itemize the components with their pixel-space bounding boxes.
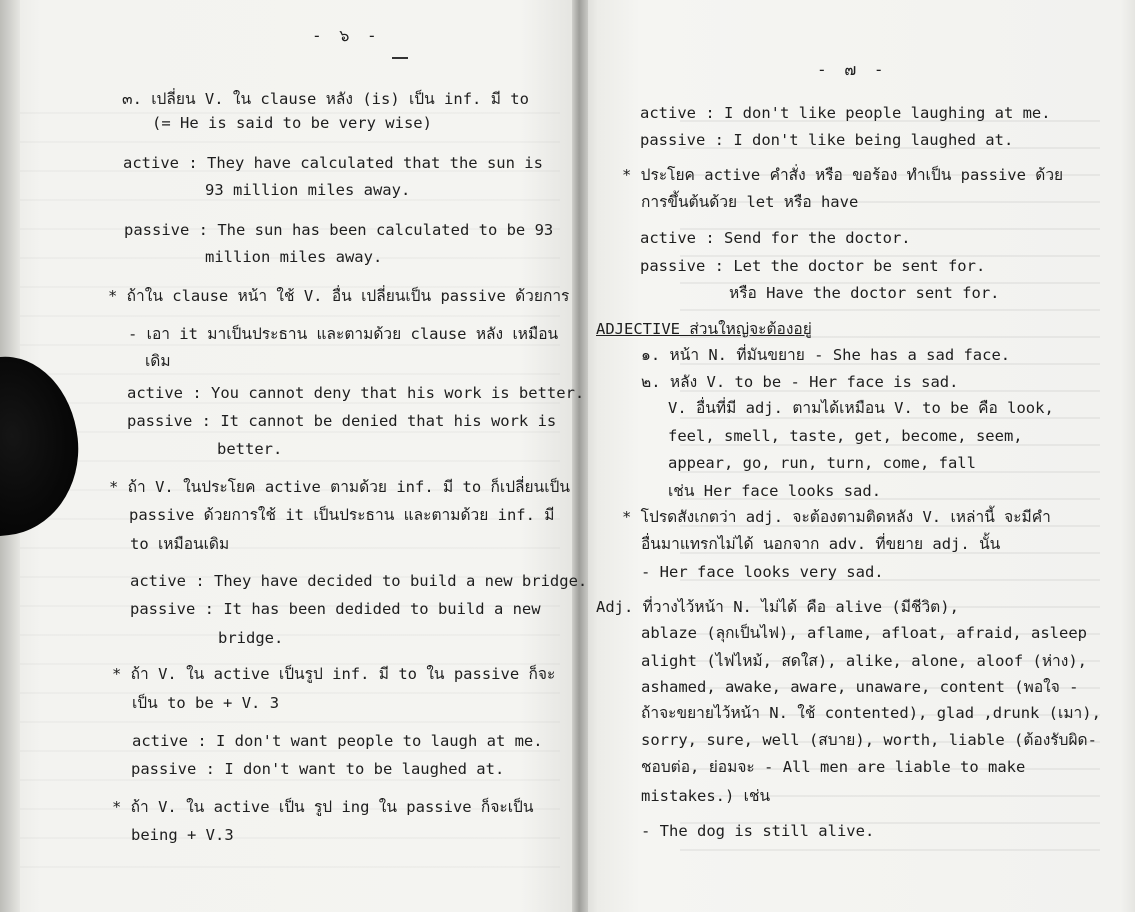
text-line: * ประโยค active คำสั่ง หรือ ขอร้อง ทำเป็น passive ด้วย [622,166,1064,184]
text-line: feel, smell, taste, get, become, seem, [668,427,1023,445]
text-line: - เอา it มาเป็นประธาน และตามด้วย clause หลัง เหมือน [128,325,559,343]
text-line: อื่นมาแทรกไม่ได้ นอกจาก adv. ที่ขยาย adj. นั้น [641,535,1001,553]
text-line: ashamed, awake, aware, unaware, content (พอใจ - [641,678,1079,696]
text-line: better. [217,440,283,458]
page-number-left: - ๖ - [312,26,381,45]
text-line: (= He is said to be very wise) [152,114,432,132]
text-line: * ถ้า V. ในประโยค active ตามด้วย inf. มี to ก็เปลี่ยนเป็น [109,478,570,496]
page-number-right: - ๗ - [817,60,888,79]
header-dash [392,57,408,59]
text-line: passive : I don't want to be laughed at. [131,760,505,778]
text-line: being + V.3 [131,826,234,844]
text-line: V. อื่นที่มี adj. ตามได้เหมือน V. to be คือ look, [668,399,1054,417]
text-line: - Her face looks very sad. [641,563,884,581]
text-line: ๒. หลัง V. to be - Her face is sad. [641,373,959,391]
text-line: appear, go, run, turn, come, fall [668,454,976,472]
text-line: เป็น to be + V. 3 [132,694,280,712]
text-line: เช่น Her face looks sad. [668,482,882,500]
text-line: sorry, sure, well (สบาย), worth, liable (ต้องรับผิด- [641,731,1097,749]
text-line: passive : It cannot be denied that his work is [127,412,557,430]
text-line: active : They have decided to build a new bridge. [130,572,588,590]
section-heading-adjective: ADJECTIVE ส่วนใหญ่จะต้องอยู่ [596,320,812,338]
text-line: bridge. [218,629,284,647]
text-line: การขึ้นต้นด้วย let หรือ have [641,193,859,211]
text-line: passive : The sun has been calculated to be 93 [124,221,554,239]
text-line: ถ้าจะขยายไว้หน้า N. ใช้ contented), glad ,drunk (เมา), [641,704,1101,722]
text-line: active : I don't like people laughing at me. [640,104,1051,122]
text-line: ๓. เปลี่ยน V. ใน clause หลัง (is) เป็น inf. มี to [122,90,529,108]
text-line: active : I don't want people to laugh at me. [132,732,543,750]
text-line: * ถ้าใน clause หน้า ใช้ V. อื่น เปลี่ยนเป็น passive ด้วยการ [108,287,570,305]
text-line: หรือ Have the doctor sent for. [729,284,1000,302]
text-line: passive : It has been dedided to build a new [130,600,541,618]
text-line: passive ด้วยการใช้ it เป็นประธาน และตามด้วย inf. มี [129,506,555,524]
text-line: Adj. ที่วางไว้หน้า N. ไม่ได้ คือ alive (มีชีวิต), [596,598,959,616]
text-line: * โปรดสังเกตว่า adj. จะต้องตามติดหลัง V. เหล่านี้ จะมีคำ [622,508,1051,526]
text-line: ablaze (ลุกเป็นไฟ), aflame, afloat, afraid, asleep [641,624,1087,642]
text-line: ชอบต่อ, ย่อมจะ - All men are liable to make [641,758,1026,776]
text-line: active : They have calculated that the sun is [123,154,543,172]
text-line: * ถ้า V. ใน active เป็น รูป ing ใน passive ก็จะเป็น [112,798,534,816]
text-line: mistakes.) เช่น [641,787,771,805]
text-line: passive : Let the doctor be sent for. [640,257,986,275]
text-line: 93 million miles away. [205,181,411,199]
text-line: - The dog is still alive. [641,822,875,840]
text-line: alight (ไฟไหม้, สดใส), alike, alone, aloof (ห่าง), [641,652,1087,670]
text-line: เดิม [145,352,171,370]
text-line: million miles away. [205,248,383,266]
text-line: to เหมือนเดิม [130,535,230,553]
text-line: * ถ้า V. ใน active เป็นรูป inf. มี to ใน passive ก็จะ [112,665,556,683]
text-line: passive : I don't like being laughed at. [640,131,1014,149]
text-line: ๑. หน้า N. ที่มันขยาย - She has a sad face. [641,346,1011,364]
book-gutter [572,0,588,912]
text-line: active : Send for the doctor. [640,229,911,247]
text-line: active : You cannot deny that his work is better. [127,384,585,402]
